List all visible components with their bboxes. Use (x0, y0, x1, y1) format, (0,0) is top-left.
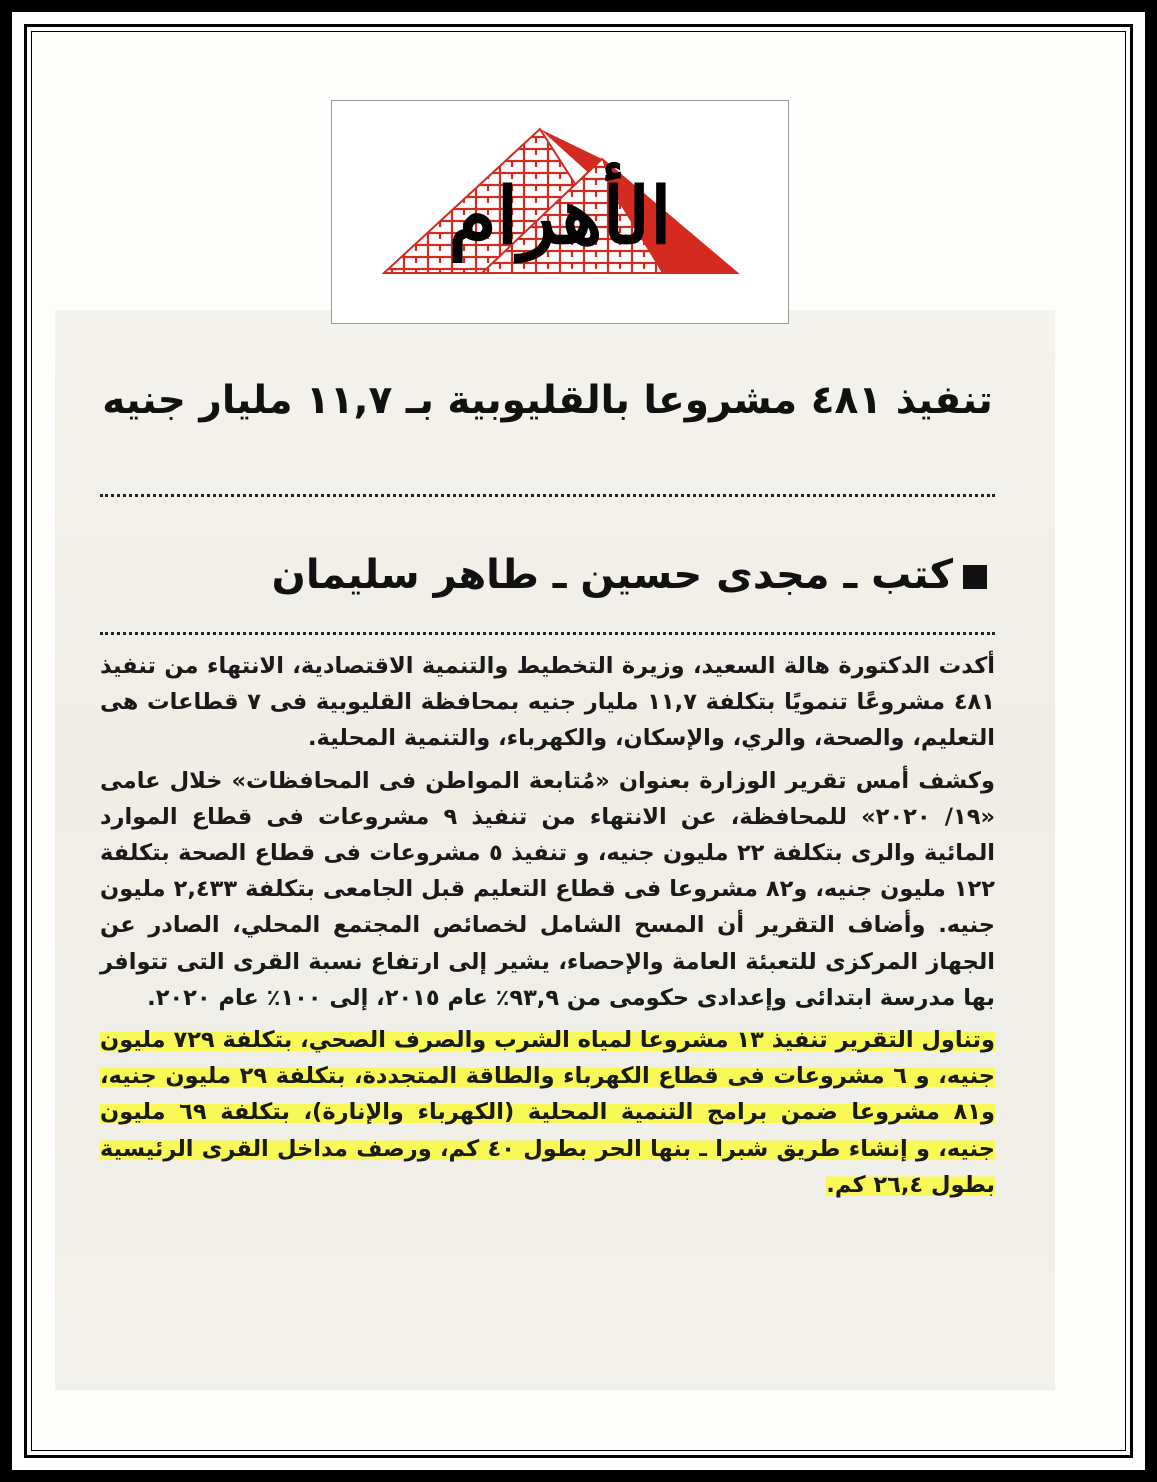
article-paragraph-2: وكشف أمس تقرير الوزارة بعنوان «مُتابعة المواطن فى المحافظات» خلال عامى «١٩/ ٢٠٢٠» للمحافظة، عن الانتهاء من تنفيذ ٩ مشروعات فى قطاع الموارد المائية والرى بتكلفة ٢٢ مليون جنيه، و تنفيذ ٥ مشروعات فى قطاع الصحة بتكلفة ١٢٢ مليون جنيه، و٨٢ مشروعا فى قطاع التعليم قبل الجامعى بتكلفة ٢,٤٣٣ مليون جنيه. وأضاف التقرير أن المسح الشامل لخصائص المجتمع المحلي، الصادر عن الجهاز المركزى للتعبئة العامة والإحصاء، يشير إلى ارتفاع نسبة القرى التى تتوافر بها مدرسة ابتدائى وإعدادى حكومى من ٩٣,٩٪ عام ٢٠١٥، إلى ١٠٠٪ عام ٢٠٢٠. (100, 767, 996, 1011)
byline-bullet-square (963, 565, 987, 589)
newspaper-logo (331, 100, 789, 324)
byline-text: كتب ـ مجدى حسين ـ طاهر سليمان (271, 552, 953, 598)
highlighted-paragraph-3: وتناول التقرير تنفيذ ١٣ مشروعا لمياه الشرب والصرف الصحي، بتكلفة ٧٢٩ مليون جنيه، و ٦ مشروعات فى قطاع الكهرباء والطاقة المتجددة، بتكلفة ٢٩ مليون جنيه، و٨١ مشروعا ضمن برامج التنمية المحلية (الكهرباء والإنارة)، بتكلفة ٦٩ مليون جنيه، و إنشاء طريق شبرا ـ بنها الحر بطول ٤٠ كم، ورصف مداخل القرى الرئيسية بطول ٢٦,٤ كم. (100, 1027, 995, 1198)
logo-wordmark: الأهرام (448, 171, 672, 262)
article-paragraph-1: أكدت الدكتورة هالة السعيد، وزيرة التخطيط والتنمية الاقتصادية، الانتهاء من تنفيذ ٤٨١ مشروعًا تنمويًا بتكلفة ١١,٧ مليار جنيه بمحافظة القليوبية فى ٧ قطاعات هى التعليم، والصحة، والري، والإسكان، والكهرباء، والتنمية المحلية. (100, 653, 996, 752)
article-body (100, 648, 995, 1209)
article-headline: تنفيذ ٤٨١ مشروعا بالقليوبية بـ ١١,٧ مليار جنيه (102, 378, 993, 423)
article-paragraph-3 (100, 1022, 995, 1203)
dotted-divider-bottom (100, 632, 995, 635)
dotted-divider-top (100, 494, 995, 497)
article-byline (272, 552, 987, 598)
